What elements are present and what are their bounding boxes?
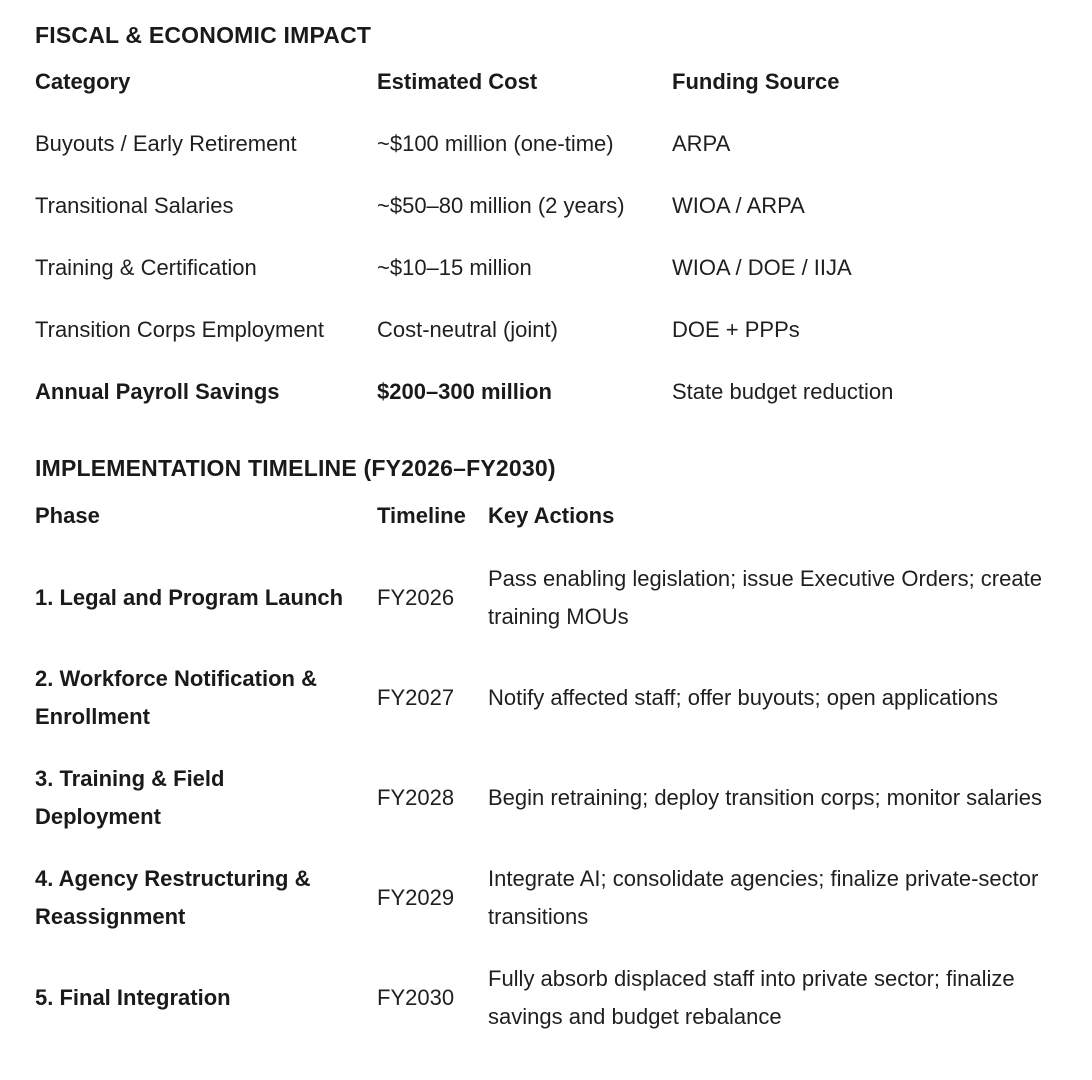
cell-funding-source: DOE + PPPs bbox=[672, 317, 800, 342]
cell-key-actions: Pass enabling legislation; issue Executive Orders; create training MOUs bbox=[488, 566, 1042, 629]
cell-timeline: FY2028 bbox=[377, 785, 455, 810]
column-header-key-actions: Key Actions bbox=[488, 503, 615, 528]
cell-key-actions: Fully absorb displaced staff into private sector; finalize savings and budget rebalance bbox=[488, 966, 1015, 1029]
cell-phase: 1. Legal and Program Launch bbox=[35, 585, 344, 610]
cell-timeline: FY2029 bbox=[377, 885, 455, 910]
column-header-funding-source: Funding Source bbox=[672, 69, 840, 94]
cell-phase: 3. Training & Field Deployment bbox=[35, 766, 225, 829]
column-header-timeline: Timeline bbox=[377, 503, 466, 528]
cell-estimated-cost: ~$10–15 million bbox=[377, 255, 532, 280]
column-header-estimated-cost: Estimated Cost bbox=[377, 69, 538, 94]
cell-funding-source: WIOA / ARPA bbox=[672, 193, 805, 218]
fiscal-section-title: FISCAL & ECONOMIC IMPACT bbox=[35, 22, 372, 48]
cell-estimated-cost: $200–300 million bbox=[377, 379, 552, 404]
cell-funding-source: WIOA / DOE / IIJA bbox=[672, 255, 852, 280]
column-header-category: Category bbox=[35, 69, 131, 94]
cell-key-actions: Begin retraining; deploy transition corps; monitor salaries bbox=[488, 785, 1042, 810]
cell-category: Buyouts / Early Retirement bbox=[35, 131, 297, 156]
cell-category: Transitional Salaries bbox=[35, 193, 234, 218]
cell-phase: 5. Final Integration bbox=[35, 985, 231, 1010]
cell-timeline: FY2030 bbox=[377, 985, 455, 1010]
column-header-phase: Phase bbox=[35, 503, 100, 528]
cell-funding-source: ARPA bbox=[672, 131, 731, 156]
cell-category: Training & Certification bbox=[35, 255, 257, 280]
cell-estimated-cost: ~$50–80 million (2 years) bbox=[377, 193, 625, 218]
cell-funding-source: State budget reduction bbox=[672, 379, 894, 404]
cell-key-actions: Integrate AI; consolidate agencies; finalize private-sector transitions bbox=[488, 866, 1039, 929]
implementation-timeline-table bbox=[35, 484, 1057, 1048]
cell-phase: 4. Agency Restructuring & Reassignment bbox=[35, 866, 311, 929]
cell-estimated-cost: ~$100 million (one-time) bbox=[377, 131, 614, 156]
cell-estimated-cost: Cost-neutral (joint) bbox=[377, 317, 558, 342]
cell-timeline: FY2026 bbox=[377, 585, 455, 610]
cell-category: Transition Corps Employment bbox=[35, 317, 324, 342]
cell-key-actions: Notify affected staff; offer buyouts; open applications bbox=[488, 685, 998, 710]
cell-timeline: FY2027 bbox=[377, 685, 455, 710]
timeline-section-title: IMPLEMENTATION TIMELINE (FY2026–FY2030) bbox=[35, 455, 556, 481]
fiscal-impact-table bbox=[35, 51, 1057, 423]
cell-category: Annual Payroll Savings bbox=[35, 379, 280, 404]
cell-phase: 2. Workforce Notification & Enrollment bbox=[35, 666, 317, 729]
